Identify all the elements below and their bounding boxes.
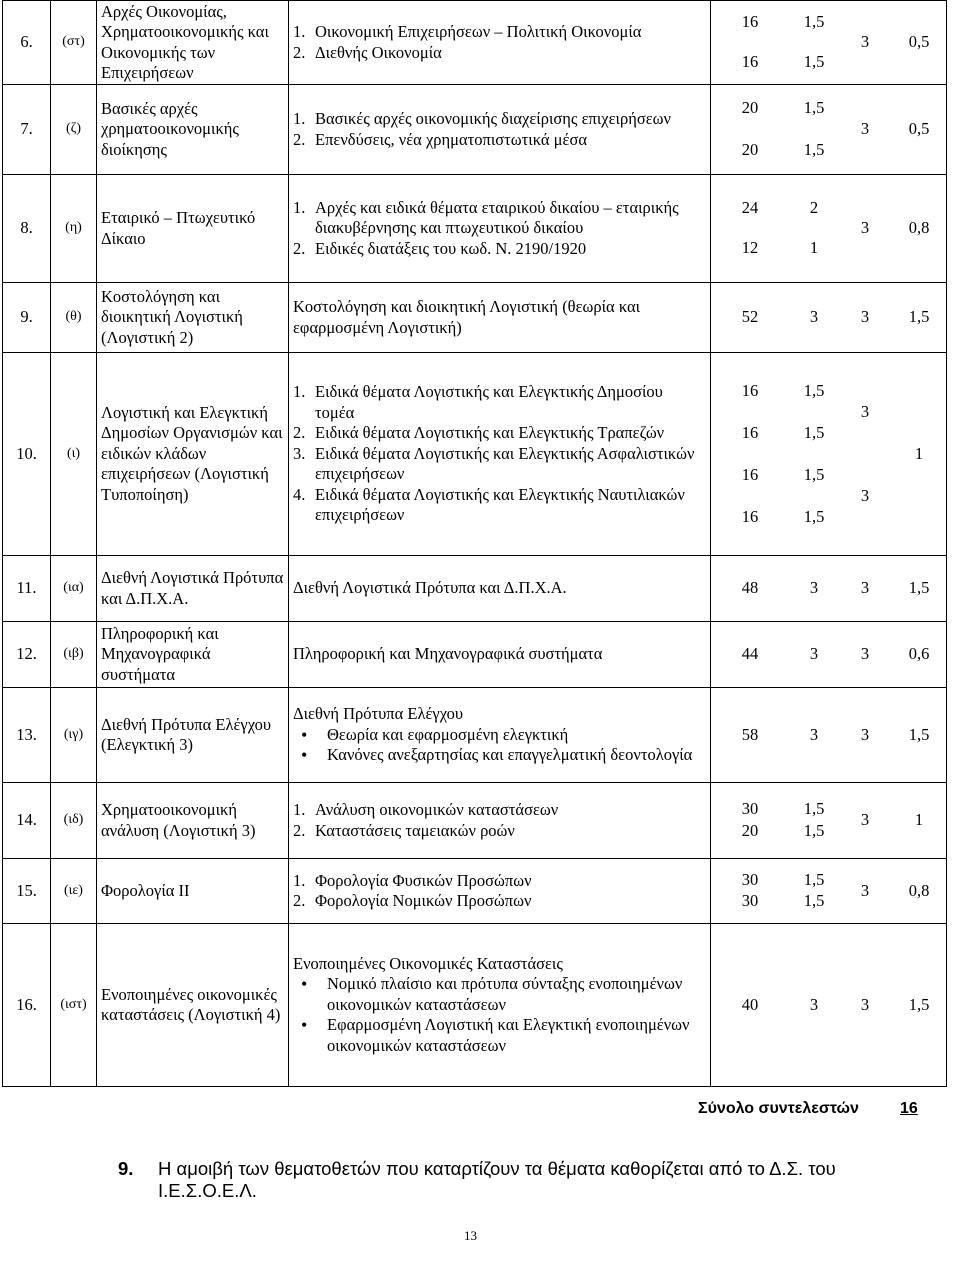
questions-value: 3 <box>860 218 870 238</box>
numbers-cell <box>711 175 947 283</box>
questions-value: 3 <box>860 307 870 327</box>
table-row <box>3 924 947 1087</box>
hours-value: 52 <box>741 307 759 327</box>
bullet-item: • Θεωρία και εφαρμοσμένη ελεγκτική <box>293 725 706 746</box>
questions-value: 3 <box>860 401 870 421</box>
bullet-item: • Νομικό πλαίσιο και πρότυπα σύνταξης ενοποιημένων οικονομικών καταστάσεων <box>293 974 706 1015</box>
content-cell <box>289 688 711 783</box>
list-item: 1. Οικονομική Επιχειρήσεων – Πολιτική Οικονομία <box>293 22 642 41</box>
weight-value: 3 <box>809 644 819 664</box>
note-number: 9. <box>118 1158 134 1179</box>
row-number: 7. <box>3 85 51 175</box>
content-cell <box>289 783 711 859</box>
coefficient-value: 1,5 <box>908 578 930 598</box>
coefficient-value: 1 <box>914 443 924 463</box>
content-heading: Ενοποιημένες Οικονομικές Καταστάσεις <box>293 953 563 973</box>
row-letter: (η) <box>51 175 97 283</box>
total-coefficients <box>698 1100 918 1118</box>
questions-value: 3 <box>860 880 870 900</box>
row-letter: (ι) <box>51 353 97 556</box>
content-cell <box>289 85 711 175</box>
numbers-cell <box>711 688 947 783</box>
list-item: 2. Καταστάσεις ταμειακών ροών <box>293 820 515 840</box>
content-cell: Πληροφορική και Μηχανογραφικά συστήματα <box>289 622 711 688</box>
list-item: 2. Διεθνής Οικονομία <box>293 42 442 62</box>
subject-cell: Κοστολόγηση και διοικητική Λογιστική (Λογιστική 2) <box>97 283 289 353</box>
table-row <box>3 175 947 283</box>
table-row <box>3 556 947 622</box>
list-item: 1. Ειδικά θέματα Λογιστικής και Ελεγκτικής Δημοσίου τομέα <box>293 382 663 422</box>
hours-value: 20 <box>741 140 759 160</box>
content-cell <box>289 175 711 283</box>
weight-value: 3 <box>809 307 819 327</box>
weight-value: 1,5 <box>803 891 825 911</box>
hours-value: 40 <box>741 994 759 1014</box>
numbers-cell <box>711 353 947 556</box>
row-number: 15. <box>3 859 51 924</box>
questions-value: 3 <box>860 578 870 598</box>
weight-value: 1,5 <box>803 12 825 32</box>
table-row <box>3 688 947 783</box>
bullet-item: • Εφαρμοσμένη Λογιστική και Ελεγκτική ενοποιημένων οικονομικών καταστάσεων <box>293 1015 706 1056</box>
row-number: 6. <box>3 1 51 85</box>
numbers-cell <box>711 859 947 924</box>
weight-value: 1,5 <box>803 52 825 72</box>
list-item: 2. Φορολογία Νομικών Προσώπων <box>293 891 532 910</box>
weight-value: 1,5 <box>803 380 825 400</box>
weight-value: 1,5 <box>803 422 825 442</box>
syllabus-table <box>2 0 947 1087</box>
coefficient-value: 0,5 <box>908 32 930 52</box>
row-number: 13. <box>3 688 51 783</box>
row-letter: (ιε) <box>51 859 97 924</box>
content-cell: Κοστολόγηση και διοικητική Λογιστική (θεωρία και εφαρμοσμένη Λογιστική) <box>289 283 711 353</box>
row-letter: (θ) <box>51 283 97 353</box>
note-paragraph <box>118 1158 858 1202</box>
weight-value: 1,5 <box>803 506 825 526</box>
weight-value: 1,5 <box>803 98 825 118</box>
row-number: 11. <box>3 556 51 622</box>
page-number: 13 <box>464 1228 477 1243</box>
list-item: 3. Ειδικά θέματα Λογιστικής και Ελεγκτικής Ασφαλιστικών επιχειρήσεων <box>293 443 695 484</box>
subject-cell: Βασικές αρχές χρηματοοικονομικής διοίκησης <box>97 85 289 175</box>
total-label: Σύνολο συντελεστών <box>698 1100 859 1117</box>
table-row <box>3 859 947 924</box>
weight-value: 3 <box>809 994 819 1014</box>
note-text: Η αμοιβή των θεματοθετών που καταρτίζουν τα θέματα καθορίζεται από το Δ.Σ. του Ι.Ε.Σ.Ο.Ε.Λ. <box>158 1158 836 1201</box>
hours-value: 20 <box>741 98 759 118</box>
hours-value: 16 <box>741 52 759 72</box>
hours-value: 48 <box>741 578 759 598</box>
list-item: 1. Ανάλυση οικονομικών καταστάσεων <box>293 800 559 819</box>
row-number: 8. <box>3 175 51 283</box>
hours-value: 16 <box>741 12 759 32</box>
row-letter: (ιβ) <box>51 622 97 688</box>
subject-cell: Λογιστική και Ελεγκτική Δημοσίων Οργανισμών και ειδικών κλάδων επιχειρήσεων (Λογιστική Τυποποίηση) <box>97 353 289 556</box>
total-value: 16 <box>900 1100 918 1117</box>
row-number: 9. <box>3 283 51 353</box>
list-item: 1. Αρχές και ειδικά θέματα εταιρικού δικαίου – εταιρικής διακυβέρνησης και πτωχευτικού δικαίου <box>293 197 679 238</box>
table-row <box>3 85 947 175</box>
row-number: 14. <box>3 783 51 859</box>
weight-value: 1,5 <box>803 140 825 160</box>
list-item: 2. Ειδικά θέματα Λογιστικής και Ελεγκτικής Τραπεζών <box>293 423 665 443</box>
hours-value: 30 <box>741 870 759 890</box>
content-heading: Διεθνή Πρότυπα Ελέγχου <box>293 704 464 724</box>
coefficient-value: 1 <box>914 810 924 830</box>
coefficient-value: 0,6 <box>908 644 930 664</box>
table-row <box>3 1 947 85</box>
questions-value: 3 <box>860 994 870 1014</box>
subject-cell: Εταιρικό – Πτωχευτικό Δίκαιο <box>97 175 289 283</box>
row-letter: (ια) <box>51 556 97 622</box>
subject-cell: Διεθνή Πρότυπα Ελέγχου (Ελεγκτική 3) <box>97 688 289 783</box>
numbers-cell <box>711 1 947 85</box>
content-cell <box>289 859 711 924</box>
hours-value: 16 <box>741 380 759 400</box>
subject-cell: Διεθνή Λογιστικά Πρότυπα και Δ.Π.Χ.Α. <box>97 556 289 622</box>
questions-value: 3 <box>860 810 870 830</box>
coefficient-value: 0,8 <box>908 218 930 238</box>
bullet-item: • Κανόνες ανεξαρτησίας και επαγγελματική δεοντολογία <box>293 745 706 766</box>
table-row <box>3 783 947 859</box>
content-cell: Διεθνή Λογιστικά Πρότυπα και Δ.Π.Χ.Α. <box>289 556 711 622</box>
table-row <box>3 353 947 556</box>
list-item: 2. Ειδικές διατάξεις του κωδ. Ν. 2190/1920 <box>293 238 587 258</box>
coefficient-value: 0,5 <box>908 119 930 139</box>
hours-value: 12 <box>741 238 759 258</box>
coefficient-value: 1,5 <box>908 307 930 327</box>
row-number: 16. <box>3 924 51 1087</box>
weight-value: 3 <box>809 578 819 598</box>
hours-value: 30 <box>741 891 759 911</box>
weight-value: 1,5 <box>803 821 825 841</box>
numbers-cell <box>711 924 947 1087</box>
row-letter: (ιδ) <box>51 783 97 859</box>
questions-value: 3 <box>860 644 870 664</box>
table-row <box>3 622 947 688</box>
row-number: 12. <box>3 622 51 688</box>
hours-value: 58 <box>741 724 759 744</box>
questions-value: 3 <box>860 724 870 744</box>
subject-cell: Ενοποιημένες οικονομικές καταστάσεις (Λογιστική 4) <box>97 924 289 1087</box>
content-cell <box>289 924 711 1087</box>
weight-value: 1,5 <box>803 464 825 484</box>
weight-value: 2 <box>809 198 819 218</box>
row-number: 10. <box>3 353 51 556</box>
subject-cell: Χρηματοοικονομική ανάλυση (Λογιστική 3) <box>97 783 289 859</box>
coefficient-value: 0,8 <box>908 880 930 900</box>
table-row <box>3 283 947 353</box>
list-item: 4. Ειδικά θέματα Λογιστικής και Ελεγκτικής Ναυτιλιακών επιχειρήσεων <box>293 484 685 525</box>
numbers-cell <box>711 283 947 353</box>
list-item: 1. Φορολογία Φυσικών Προσώπων <box>293 870 532 890</box>
numbers-cell <box>711 622 947 688</box>
coefficient-value: 1,5 <box>908 994 930 1014</box>
list-item: 1. Βασικές αρχές οικονομικής διαχείρισης επιχειρήσεων <box>293 109 671 128</box>
hours-value: 44 <box>741 644 759 664</box>
weight-value: 3 <box>809 724 819 744</box>
subject-cell: Αρχές Οικονομίας, Χρηματοοικονομικής και Οικονομικής των Επιχειρήσεων <box>97 1 289 85</box>
list-item: 2. Επενδύσεις, νέα χρηματοπιστωτικά μέσα <box>293 129 587 149</box>
hours-value: 24 <box>741 198 759 218</box>
weight-value: 1,5 <box>803 870 825 890</box>
content-cell <box>289 1 711 85</box>
weight-value: 1,5 <box>803 799 825 819</box>
hours-value: 30 <box>741 799 759 819</box>
questions-value: 3 <box>860 119 870 139</box>
content-cell <box>289 353 711 556</box>
hours-value: 20 <box>741 821 759 841</box>
questions-value: 3 <box>860 32 870 52</box>
row-letter: (ιγ) <box>51 688 97 783</box>
hours-value: 16 <box>741 464 759 484</box>
row-letter: (στ) <box>51 1 97 85</box>
numbers-cell <box>711 85 947 175</box>
row-letter: (ζ) <box>51 85 97 175</box>
coefficient-value: 1,5 <box>908 724 930 744</box>
numbers-cell <box>711 556 947 622</box>
subject-cell: Φορολογία ΙΙ <box>97 859 289 924</box>
numbers-cell <box>711 783 947 859</box>
questions-value: 3 <box>860 485 870 505</box>
row-letter: (ιστ) <box>51 924 97 1087</box>
subject-cell: Πληροφορική και Μηχανογραφικά συστήματα <box>97 622 289 688</box>
hours-value: 16 <box>741 506 759 526</box>
hours-value: 16 <box>741 422 759 442</box>
weight-value: 1 <box>809 238 819 258</box>
